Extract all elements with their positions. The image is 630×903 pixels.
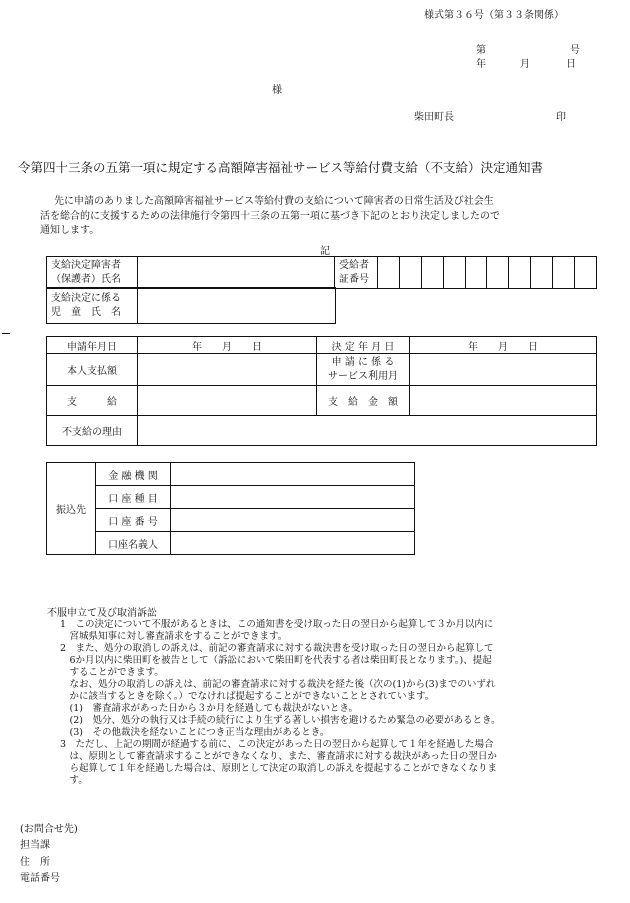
account-holder-field[interactable]: [171, 532, 415, 555]
issuer-mayor: 柴田町長: [414, 112, 454, 123]
date-year: 年: [476, 59, 486, 70]
certificate-digit-9[interactable]: [553, 257, 575, 289]
account-type-label: 口 座 種 目: [96, 486, 171, 509]
seal-mark: 印: [556, 112, 566, 123]
note-line: す。: [60, 775, 88, 786]
shikyu-field[interactable]: [138, 386, 317, 416]
note-line: なお、処分の取消しの訴えは、前記の審査請求に対する裁決を経た後（次の(1)から(3)までのいずれ: [60, 679, 496, 690]
contact-heading: (お問合せ先): [20, 824, 78, 835]
note-line: 1 この決定について不服があるときは、この通知書を受け取った日の翌日から起算して３か月以内に: [60, 619, 494, 630]
document-title: 令第四十三条の五第一項に規定する高額障害福祉サービス等給付費支給（不支給）決定通知書: [18, 160, 544, 175]
recipient-name-field[interactable]: [138, 257, 335, 289]
recipient-name-label: 支給決定障害者 （保護者）氏名: [47, 257, 138, 289]
child-table: [46, 287, 336, 324]
shikyu-label: 支 給: [47, 386, 138, 416]
document-number-dai: 第: [476, 45, 486, 56]
date-month: 月: [520, 59, 530, 70]
note-line: (1) 審査請求があった日から３か月を経過しても裁決がないとき。: [60, 703, 358, 714]
certificate-digit-4[interactable]: [443, 257, 465, 289]
non-payment-reason-field[interactable]: [138, 416, 597, 446]
transfer-table: [46, 462, 415, 555]
account-number-label: 口 座 番 号: [96, 509, 171, 532]
note-line: 宮城県知事に対し審査請求をすることができます。: [60, 631, 288, 642]
certificate-digit-2[interactable]: [399, 257, 421, 289]
ki-heading: 記: [320, 246, 330, 257]
transfer-label: 振込先: [47, 463, 96, 555]
note-line: ら起算して１年を経過した場合は、原則として決定の取消しの訴えを提起することができなくなりま: [60, 763, 498, 774]
contact-address: 住 所: [20, 857, 50, 868]
payment-table: [46, 336, 597, 446]
note-line: (2) 処分、処分の執行又は手続の続行により生ずる著しい損害を避けるため緊急の必要があるとき。: [60, 715, 501, 726]
note-line: は、原則として審査請求することができなくなり、また、審査請求に対する裁決があった日の翌日か: [60, 751, 497, 762]
note-line: 3 ただし、上記の期間が経過する前に、この決定があった日の翌日から起算して１年を経過した場合: [60, 739, 494, 750]
non-payment-reason-label: 不支給の理由: [47, 416, 138, 446]
note-line: することができます。: [60, 667, 164, 678]
certificate-digit-6[interactable]: [487, 257, 509, 289]
child-name-label: 支給決定に係る 児 童 氏 名: [47, 288, 138, 324]
certificate-digit-10[interactable]: [575, 257, 597, 289]
self-pay-field[interactable]: [138, 354, 317, 386]
contact-department: 担当課: [20, 840, 50, 851]
child-name-field[interactable]: [138, 288, 336, 324]
certificate-digit-8[interactable]: [531, 257, 553, 289]
form-number: 様式第３６号（第３３条関係）: [424, 10, 564, 21]
apply-date-label: 申請年月日: [47, 337, 138, 354]
note-line: 2 また、処分の取消しの訴えは、前記の審査請求に対する裁決書を受け取った日の翌日から起算して: [60, 643, 494, 654]
note-line: 6か月以内に柴田町を被告として（訴訟において柴田町を代表する者は柴田町長となります。)、提起: [60, 655, 492, 666]
amount-field[interactable]: [410, 386, 597, 416]
self-pay-label: 本人支払額: [47, 354, 138, 386]
decision-date-label: 決 定 年 月 日: [317, 337, 410, 354]
certificate-digit-3[interactable]: [421, 257, 443, 289]
bank-field[interactable]: [171, 463, 415, 486]
recipient-table: [46, 256, 597, 289]
document-number-go: 号: [570, 45, 580, 56]
account-number-field[interactable]: [171, 509, 415, 532]
amount-label: 支 給 金 額: [317, 386, 410, 416]
intro-line: 先に申請のありました高額障害福祉サービス等給付費の支給について障害者の日常生活及び社会生: [54, 196, 494, 207]
appeal-heading: 不服申立て及び取消訴訟: [47, 608, 157, 619]
contact-phone: 電話番号: [20, 873, 60, 884]
certificate-number-label: 受給者 証番号: [335, 257, 378, 289]
service-month-field[interactable]: [410, 354, 597, 386]
bank-label: 金 融 機 関: [96, 463, 171, 486]
intro-paragraph-cont: [40, 211, 500, 237]
note-line: かに該当するときを除く。）でなければ提起することができないこととされています。: [60, 691, 435, 702]
date-day: 日: [566, 59, 576, 70]
intro-line: 通知します。: [40, 225, 100, 236]
service-month-label: 申 請 に 係 る サービス利用月: [317, 354, 410, 386]
margin-mark: [2, 333, 10, 334]
account-holder-label: 口座名義人: [96, 532, 171, 555]
certificate-digit-7[interactable]: [509, 257, 531, 289]
note-line: (3) その他裁決を経ないことにつき正当な理由があるとき。: [60, 727, 330, 738]
account-type-field[interactable]: [171, 486, 415, 509]
intro-line: 活を総合的に支援するための法律施行令第四十三条の五第一項に基づき下記のとおり決定しましたので: [40, 211, 500, 222]
certificate-digit-1[interactable]: [378, 257, 400, 289]
apply-date-field[interactable]: 年 月 日: [138, 337, 317, 354]
certificate-digit-5[interactable]: [465, 257, 487, 289]
decision-date-field[interactable]: 年 月 日: [410, 337, 597, 354]
appeal-notes: [60, 619, 501, 787]
intro-paragraph: [54, 196, 494, 208]
addressee-sama: 様: [272, 85, 282, 96]
